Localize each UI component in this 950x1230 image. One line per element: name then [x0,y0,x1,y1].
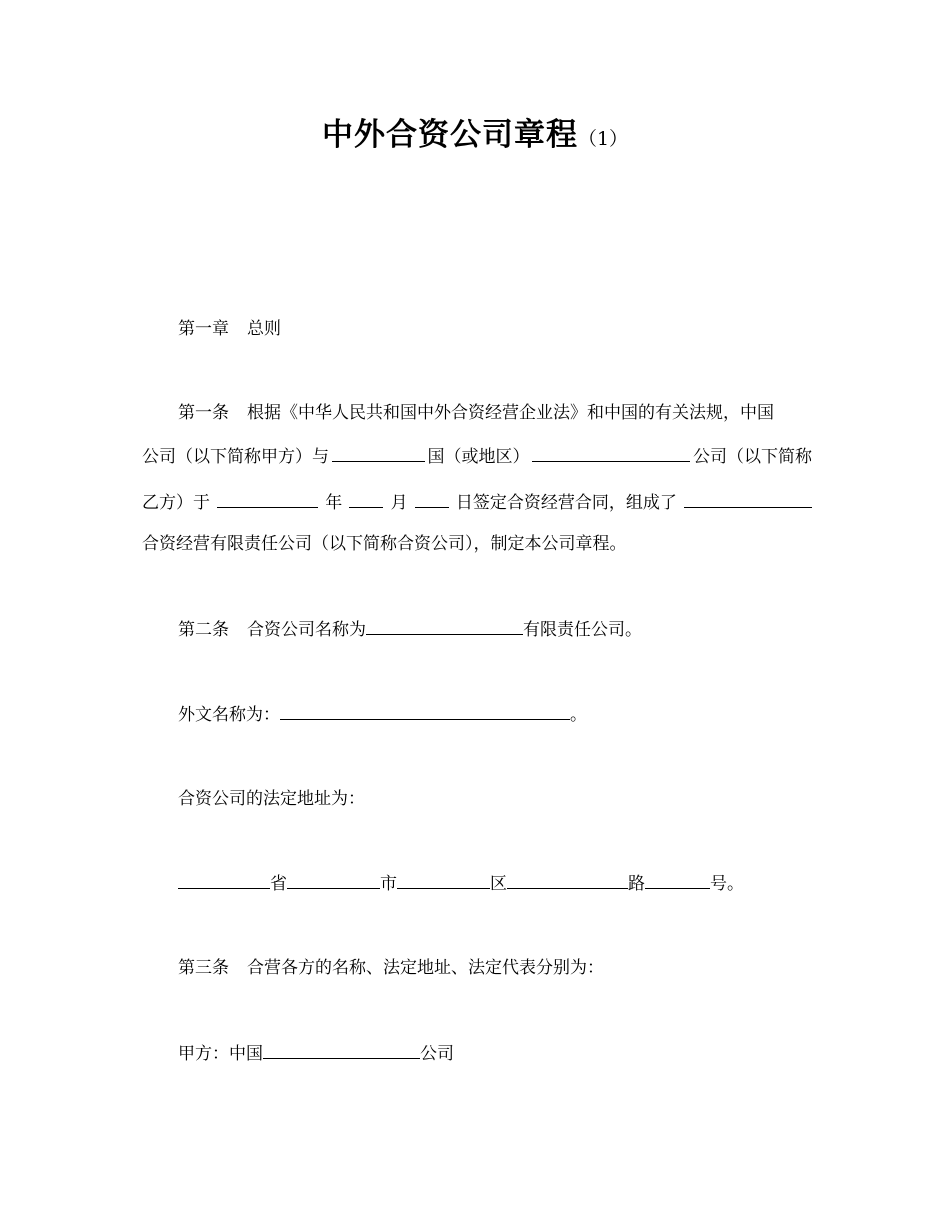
address-label-line [178,784,848,814]
article1-line4 [142,529,812,559]
article2-line1 [178,614,848,645]
blank-foreign-company [532,441,690,462]
document-title [0,112,950,163]
article2-text-b: 有限责任公司。 [523,620,642,640]
address-city: 市 [380,874,397,894]
article1-text-c: 国（或地区） [427,447,530,467]
article1-line3 [142,487,812,518]
blank-number [645,868,710,889]
address-label: 合资公司的法定地址为： [178,789,365,809]
blank-company-name [366,614,523,635]
article3-line1 [178,953,848,983]
article1-number: 第一条 [178,403,229,423]
article1-line2 [142,441,812,472]
article1-text-h: 日签定合资经营合同，组成了 [455,493,677,513]
foreign-name-end: 。 [570,705,587,725]
blank-party-a-company [263,1038,420,1059]
blank-road [507,868,628,889]
blank-foreign-name [280,699,570,720]
party-a-suffix: 公司 [420,1044,454,1064]
blank-city [287,868,380,889]
article1-text-b: 公司（以下简称甲方）与 [142,447,329,467]
article3-text: 合营各方的名称、法定地址、法定代表分别为： [247,958,604,978]
blank-jv-name [684,487,812,508]
address-province: 省 [270,874,287,894]
title-suffix: （1） [577,128,629,150]
party-a-label: 甲方：中国 [178,1044,263,1064]
blank-month [349,487,383,508]
party-a-line [178,1038,848,1069]
article1-text-f: 年 [325,493,343,513]
article3-number: 第三条 [178,958,229,978]
article2-text-a: 合资公司名称为 [247,620,366,640]
address-line [178,868,848,899]
title-main: 中外合资公司章程 [321,117,578,153]
blank-year [217,487,318,508]
chapter-name: 总则 [247,319,281,339]
chapter-heading [178,314,848,344]
article2-number: 第二条 [178,620,229,640]
blank-district [397,868,490,889]
article1-text-a: 根据《中华人民共和国中外合资经营企业法》和中国的有关法规，中国 [247,403,774,423]
foreign-name-line [178,699,848,730]
address-district: 区 [490,874,507,894]
blank-day [415,487,449,508]
address-number: 号。 [710,874,744,894]
article1-text-i: 合资经营有限责任公司（以下简称合资公司），制定本公司章程。 [142,534,627,554]
chapter-number: 第一章 [178,319,229,339]
blank-province [178,868,270,889]
article1-text-g: 月 [390,493,408,513]
address-road: 路 [628,874,645,894]
article1-line1 [178,398,812,428]
article1-text-e: 乙方）于 [142,493,210,513]
blank-country [332,441,425,462]
article1-text-d: 公司（以下简称 [693,447,812,467]
foreign-name-label: 外文名称为： [178,705,280,725]
